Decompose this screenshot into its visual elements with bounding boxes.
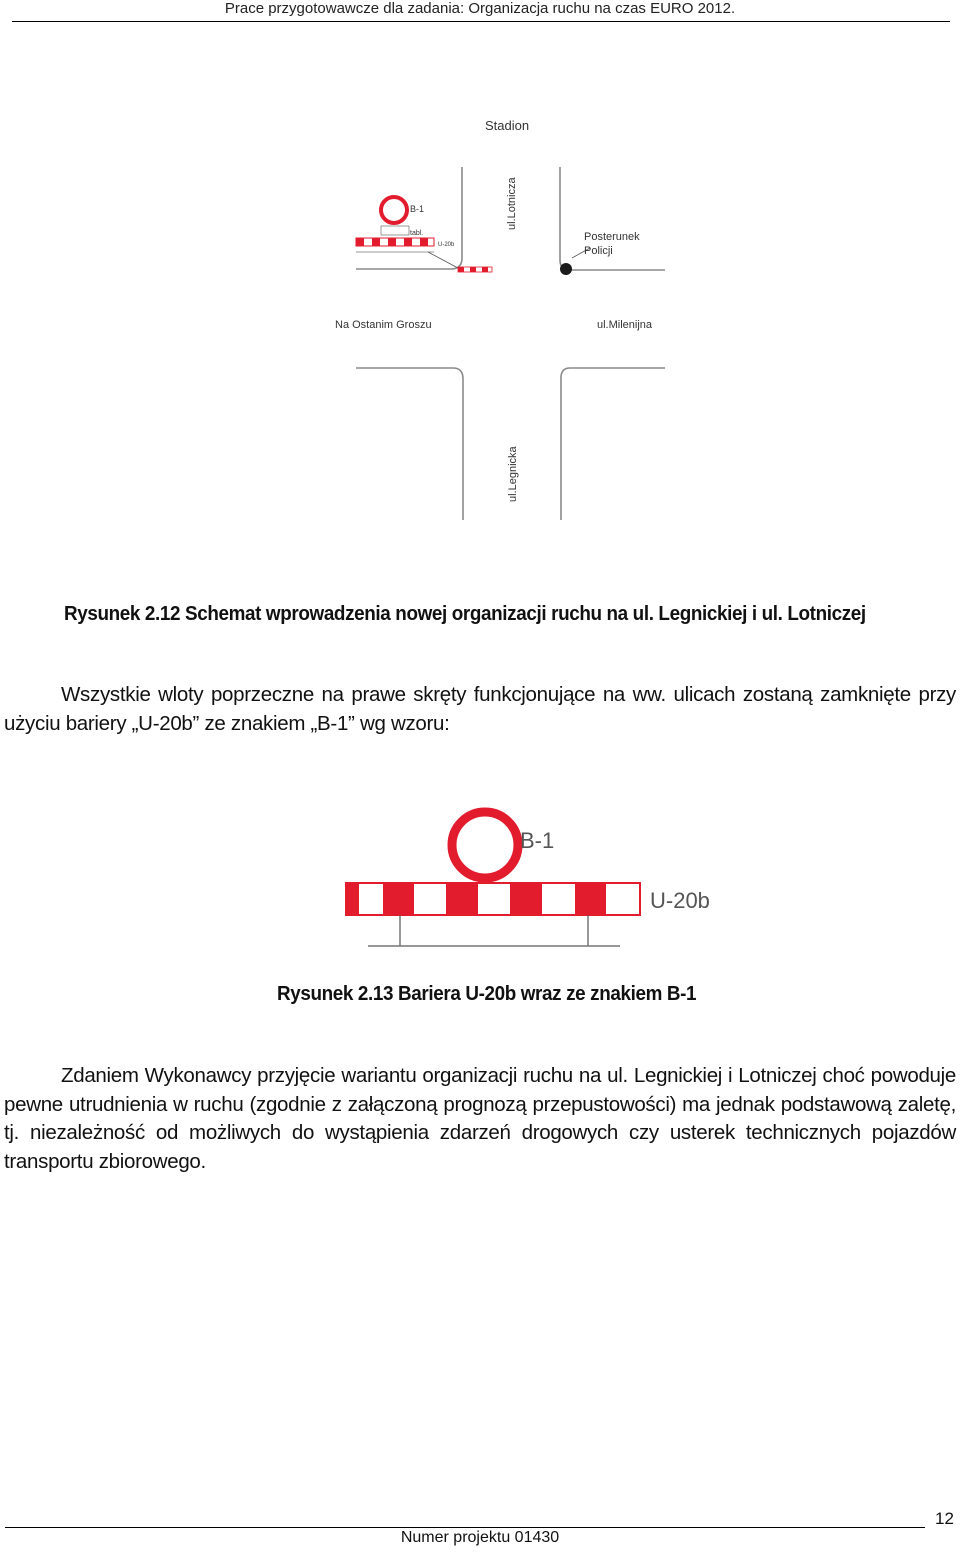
u20b-barrier-small: [356, 238, 434, 252]
label-u20b-small: U-20b: [438, 242, 455, 248]
page-number: 12: [935, 1509, 954, 1528]
paragraph-contractor-opinion-text: Zdaniem Wykonawcy przyjęcie wariantu organizacji ruchu na ul. Legnickiej i Lotniczej choć powoduje pewne utrudnienia w ruchu (zgodnie z załączoną prognozą przepustowości) ma jednak podstawową zaletę, tj. niezależność od możliwych do wystąpienia zdarzeń drogowych czy usterek technicznych pojazdów transportu zbiorowego.: [4, 1064, 956, 1173]
project-number: Numer projektu 01430: [400, 1529, 560, 1546]
b1-sign: [452, 812, 518, 878]
label-lotnicza: ul.Lotnicza: [506, 177, 518, 230]
figure-caption-2-12: Rysunek 2.12 Schemat wprowadzenia nowej organizacji ruchu na ul. Legnickiej i ul. Lotniczej: [64, 602, 866, 625]
b1-sign-small: [381, 197, 407, 223]
label-legnicka: ul.Legnicka: [507, 446, 519, 502]
label-tabl: tabl.: [410, 230, 424, 237]
paragraph-barrier-intro-text: Wszystkie wloty poprzeczne na prawe skręty funkcjonujące na ww. ulicach zostaną zamknięte przy użyciu bariery „U-20b” ze znakiem „B-1” wg wzoru:: [4, 683, 956, 735]
label-posterunek-2: Policji: [584, 245, 613, 257]
paragraph-contractor-opinion: [4, 1062, 956, 1176]
paragraph-barrier-intro: [4, 681, 956, 738]
label-na-ostanim-groszu: Na Ostanim Groszu: [335, 319, 432, 331]
road-edge-lower-right: [561, 368, 665, 520]
label-stadion: Stadion: [485, 118, 530, 133]
footer-divider: [5, 1527, 925, 1528]
label-b1: B-1: [520, 828, 555, 853]
label-milenijna: ul.Milenijna: [597, 319, 653, 331]
intersection-diagram: [300, 30, 700, 570]
label-u20b: U-20b: [650, 888, 710, 913]
police-post-marker: [560, 263, 572, 275]
barrier-diagram: [330, 790, 730, 960]
figure-caption-2-13: Rysunek 2.13 Bariera U-20b wraz ze znakiem B-1: [277, 982, 697, 1005]
page-header: Prace przygotowawcze dla zadania: Organizacja ruchu na czas EURO 2012.: [224, 0, 736, 17]
tabl-plate: [381, 226, 409, 235]
road-edge-lower-left: [356, 368, 463, 520]
barrier-leader: [428, 252, 458, 268]
u20b-barrier: [346, 883, 640, 946]
label-b1-small: B-1: [410, 204, 425, 214]
label-posterunek-1: Posterunek: [584, 231, 640, 243]
road-edge-upper-left: [356, 167, 462, 269]
header-divider: [12, 21, 950, 22]
u20b-barrier-on-road: [458, 267, 492, 272]
